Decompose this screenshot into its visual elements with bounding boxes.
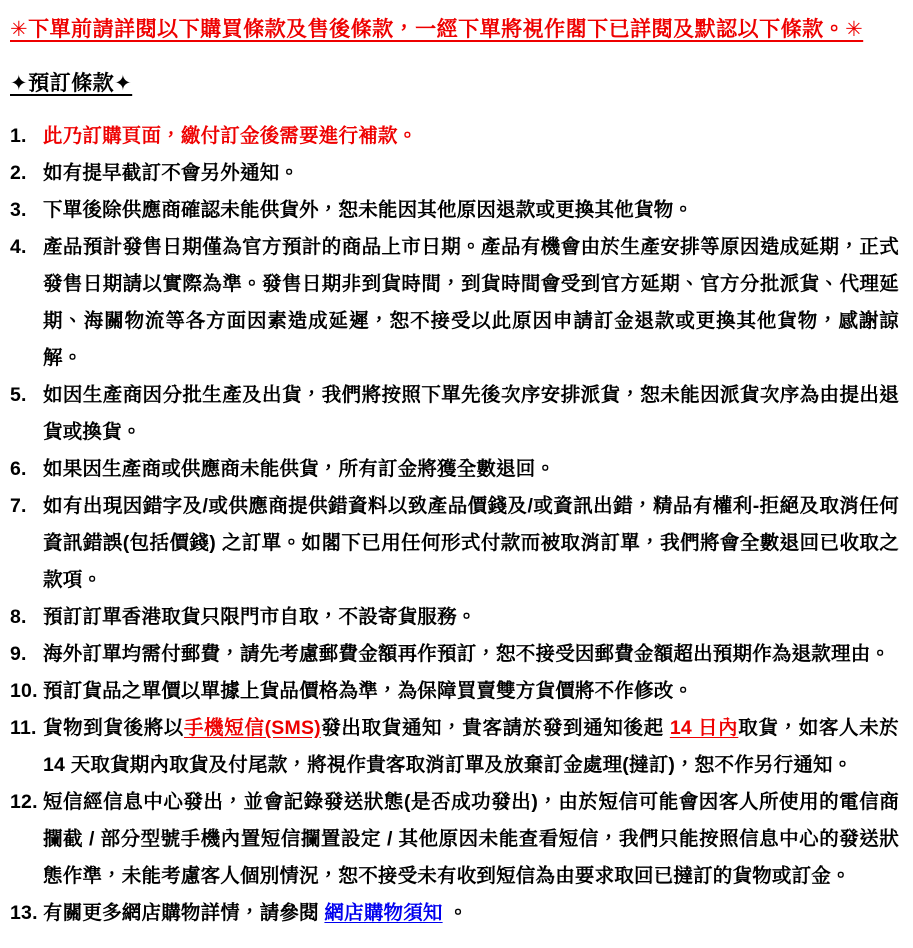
term-segment: 如因生產商因分批生產及出貨，我們將按照下單先後次序安排派貨，恕未能因派貨次序為由提出退貨或換貨。 (43, 383, 899, 443)
term-text (43, 125, 417, 147)
term-segment: 發出取貨通知，貴客請於發到通知後起 (320, 716, 670, 739)
term-item (10, 488, 899, 599)
term-segment: 貨物到貨後將以 (43, 716, 185, 739)
term-number: 1. (10, 124, 27, 147)
term-segment: 預訂訂單香港取貨只限門市自取，不設寄貨服務。 (43, 605, 477, 628)
term-1-red-text: 此乃訂購頁面，繳付訂金後需要進行補款。 (43, 124, 418, 147)
term-item (10, 229, 899, 377)
term-segment: 有關更多網店購物詳情，請參閱 (43, 901, 325, 924)
pickup-deadline-highlight: 14 日內 (669, 716, 739, 739)
term-item (10, 192, 899, 229)
term-item (10, 636, 899, 673)
term-text (43, 458, 555, 480)
term-segment: 下單後除供應商確認未能供貨外，恕未能因其他原因退款或更換其他貨物。 (43, 198, 694, 221)
sms-highlight: 手機短信(SMS) (184, 716, 321, 739)
term-segment: 。 (442, 901, 468, 924)
term-text (43, 495, 899, 591)
terms-list (10, 118, 899, 932)
section-heading-preorder-terms: ✦預訂條款✦ (10, 72, 133, 96)
term-item (10, 155, 899, 192)
term-item (10, 710, 899, 784)
term-item (10, 377, 899, 451)
term-number: 11. (10, 716, 37, 739)
term-number: 4. (10, 235, 27, 258)
term-number: 6. (10, 457, 27, 480)
term-item (10, 451, 899, 488)
term-text (43, 680, 693, 702)
term-text (43, 717, 899, 776)
term-text (43, 162, 299, 184)
term-text (43, 902, 468, 924)
term-segment: 海外訂單均需付郵費，請先考慮郵費金額再作預訂，恕不接受因郵費金額超出預期作為退款理由。 (43, 642, 891, 665)
term-number: 12. (10, 790, 38, 813)
term-text (43, 384, 899, 443)
term-number: 5. (10, 383, 27, 406)
term-number: 7. (10, 494, 27, 517)
term-item (10, 673, 899, 710)
term-number: 9. (10, 642, 27, 665)
term-item (10, 599, 899, 636)
page-title: ✳下單前請詳閱以下購買條款及售後條款，一經下單將視作閣下已詳閱及默認以下條款。✳ (10, 18, 864, 41)
term-text (43, 236, 899, 369)
term-segment: 如有提早截訂不會另外通知。 (43, 161, 300, 184)
term-number: 2. (10, 161, 27, 184)
term-segment: 短信經信息中心發出，並會記錄發送狀態(是否成功發出)，由於短信可能會因客人所使用的電信商攔截 / 部分型號手機內置短信攔置設定 / 其他原因未能查看短信，我們只能按照信息中心的發送狀態作準，未能考慮客人個別情況，恕不接受未有收到短信為由要求取回已撻訂的貨物或訂金。 (43, 790, 899, 887)
term-item (10, 784, 899, 895)
term-number: 10. (10, 679, 38, 702)
term-segment: 產品預計發售日期僅為官方預計的商品上市日期。產品有機會由於生產安排等原因造成延期，正式發售日期請以實際為準。發售日期非到貨時間，到貨時間會受到官方延期、官方分批派貨、代理延期、海關物流等各方面因素造成延遲，恕不接受以此原因申請訂金退款或更換其他貨物，感謝諒解。 (43, 235, 899, 369)
term-number: 8. (10, 605, 27, 628)
shop-guide-link[interactable]: 網店購物須知 (324, 901, 443, 924)
term-segment: 預訂貨品之單價以單據上貨品價格為準，為保障買賣雙方貨價將不作修改。 (43, 679, 694, 702)
term-number: 13. (10, 901, 38, 924)
term-text (43, 643, 890, 665)
term-segment: 取貨，如客人未於 14 天取貨期內取貨及付尾款，將視作貴客取消訂單及放棄訂金處理(撻訂)，恕不作另行通知。 (43, 716, 899, 776)
term-segment: 如有出現因錯字及/或供應商提供錯資料以致產品價錢及/或資訊出錯，精品有權利-拒絕及取消任何資訊錯誤(包括價錢) 之訂單。如閣下已用任何形式付款而被取消訂單，我們將會全數退回已收取之款項。 (43, 494, 899, 591)
term-number: 3. (10, 198, 27, 221)
term-text (43, 199, 693, 221)
term-segment: 如果因生產商或供應商未能供貨，所有訂金將獲全數退回。 (43, 457, 556, 480)
term-item (10, 895, 899, 932)
term-text (43, 791, 899, 887)
term-text (43, 606, 476, 628)
term-item (10, 118, 899, 155)
